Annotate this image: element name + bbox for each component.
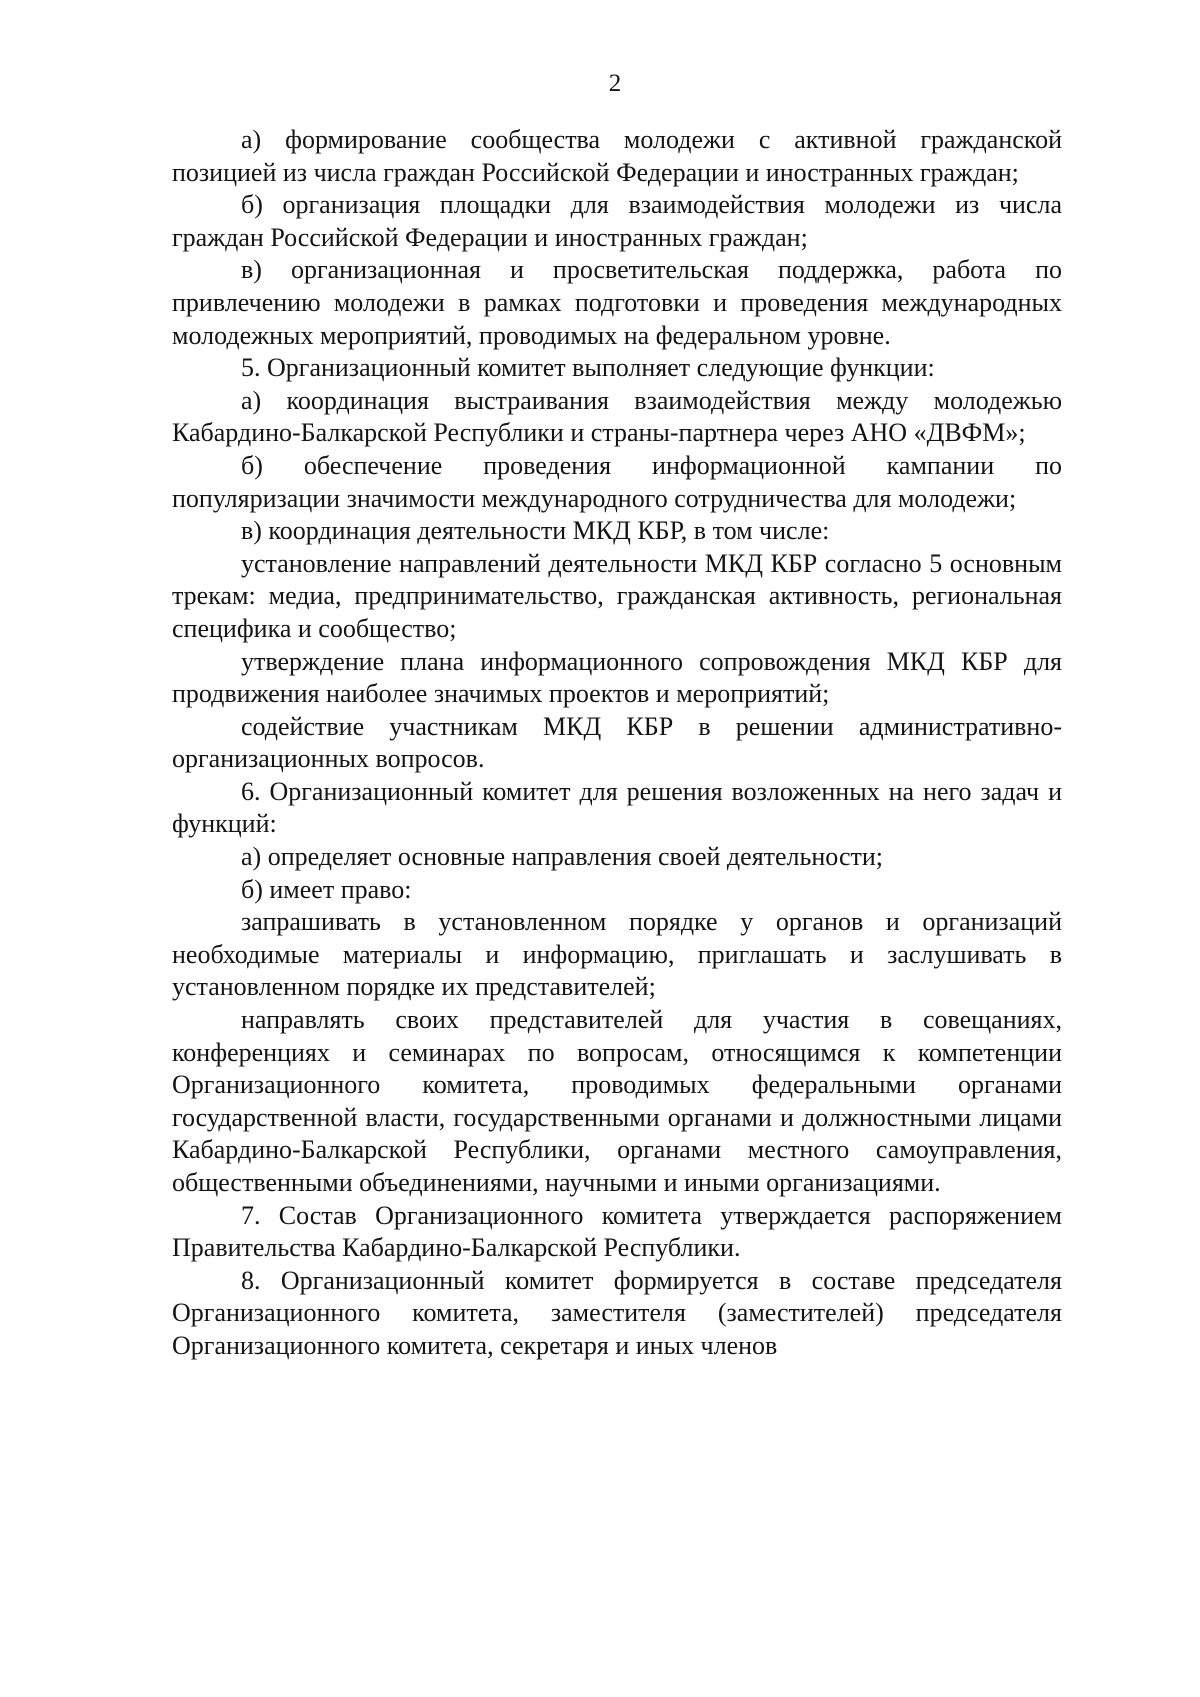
- paragraph-3c: в) организационная и просветительская поддержка, работа по привлечению молодежи в рамках подготовки и проведения международных молодежных мероприятий, проводимых на федеральном уровне.: [172, 255, 1062, 350]
- paragraph-5c-item-1: установление направлений деятельности МКД КБР согласно 5 основным трекам: медиа, предпринимательство, гражданская активность, региональная специфика и сообщество;: [172, 548, 1062, 643]
- paragraph-3b: б) организация площадки для взаимодействия молодежи из числа граждан Российской Федерации и иностранных граждан;: [172, 190, 1062, 252]
- paragraph-3a: а) формирование сообщества молодежи с активной гражданской позицией из числа граждан Российской Федерации и иностранных граждан;: [172, 125, 1062, 187]
- document-body: [172, 124, 1062, 1363]
- paragraph-5b: б) обеспечение проведения информационной кампании по популяризации значимости международного сотрудничества для молодежи;: [172, 450, 1062, 513]
- paragraph-5a: а) координация выстраивания взаимодействия между молодежью Кабардино-Балкарской Республики и страны-партнера через АНО «ДВФМ»;: [172, 385, 1062, 448]
- paragraph-6: 6. Организационный комитет для решения возложенных на него задач и функций:: [172, 776, 1062, 839]
- paragraph-5c-item-2: утверждение плана информационного сопровождения МКД КБР для продвижения наиболее значимых проектов и мероприятий;: [172, 646, 1062, 709]
- page-number: 2: [608, 70, 622, 97]
- paragraph-6b: б) имеет право:: [241, 874, 412, 904]
- paragraph-5c: в) координация деятельности МКД КБР, в том числе:: [241, 516, 830, 546]
- paragraph-5c-item-3: содействие участникам МКД КБР в решении административно-организационных вопросов.: [172, 711, 1062, 774]
- paragraph-6b-item-1: запрашивать в установленном порядке у органов и организаций необходимые материалы и информацию, приглашать и заслушивать в установленном порядке их представителей;: [172, 907, 1062, 1002]
- paragraph-6a: а) определяет основные направления своей деятельности;: [241, 842, 883, 872]
- paragraph-8: 8. Организационный комитет формируется в составе председателя Организационного комитета, заместителя (заместителей) председателя Организационного комитета, секретаря и иных членов: [172, 1265, 1062, 1360]
- paragraph-5: 5. Организационный комитет выполняет следующие функции:: [241, 353, 935, 383]
- paragraph-6b-item-2: направлять своих представителей для участия в совещаниях, конференциях и семинарах по вопросам, относящимся к компетенции Организационного комитета, проводимых федеральными органами государственной власти, государственными органами и должностными лицами Кабардино-Балкарской Республики, органами местного самоуправления, общественными объединениями, научными и иными организациями.: [172, 1005, 1062, 1197]
- paragraph-7: 7. Состав Организационного комитета утверждается распоряжением Правительства Кабардино-Балкарской Республики.: [172, 1200, 1062, 1263]
